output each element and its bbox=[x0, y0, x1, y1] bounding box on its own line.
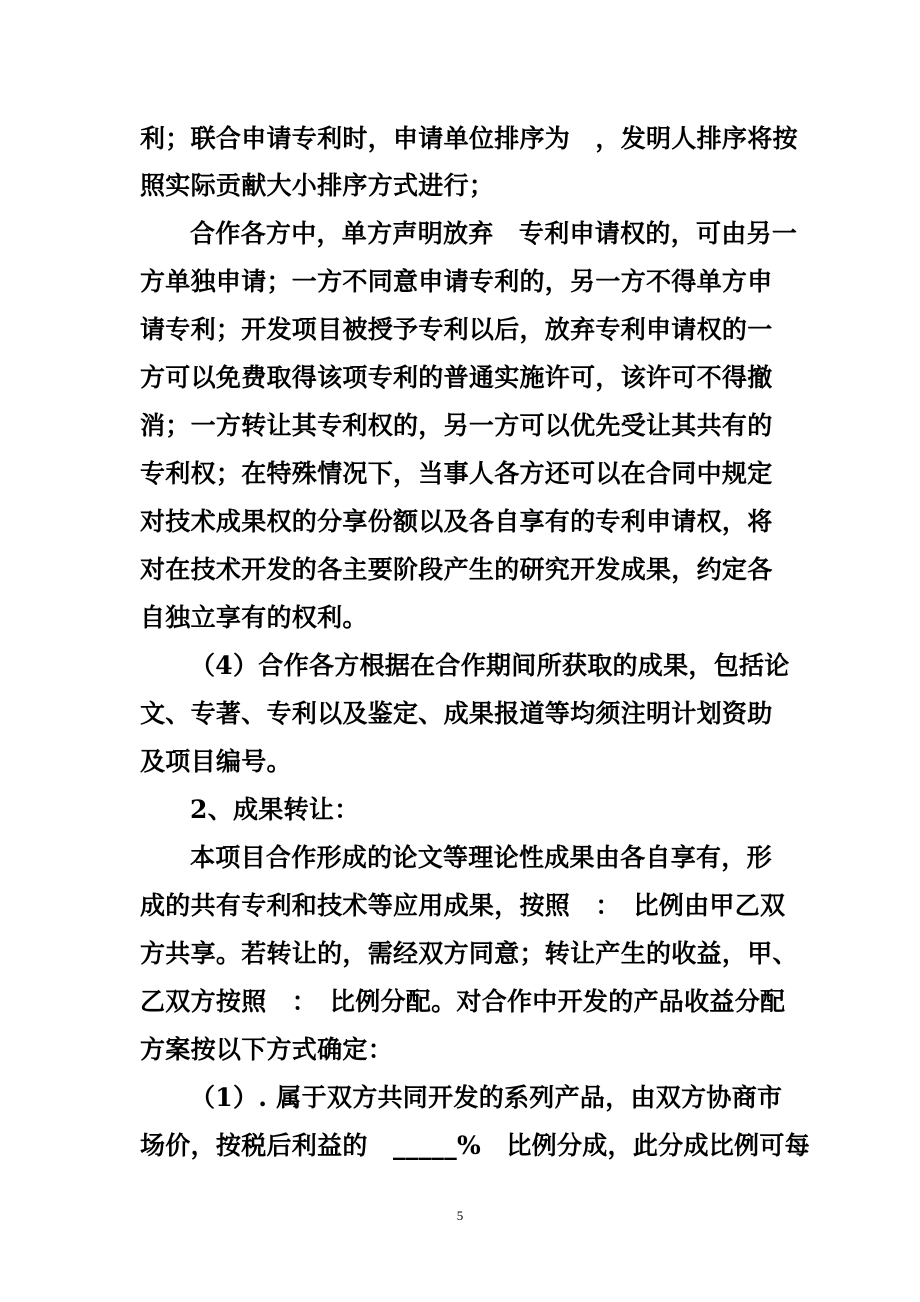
text-line: 方案按以下方式确定： bbox=[140, 1035, 394, 1064]
text-line: 对技术成果权的分享份额以及各自享有的专利申请权，将 bbox=[140, 507, 773, 536]
text-line: （4）合作各方根据在合作期间所获取的成果，包括论 bbox=[190, 651, 790, 680]
text-line: 方可以免费取得该项专利的普通实施许可，该许可不得撤 bbox=[140, 363, 773, 392]
text-line: 场价，按税后利益的 _____% 比例分成，此分成比例可每 bbox=[140, 1131, 810, 1160]
text-line: 乙双方按照 ： 比例分配。对合作中开发的产品收益分配 bbox=[140, 987, 786, 1016]
text-line: 对在技术开发的各主要阶段产生的研究开发成果，约定各 bbox=[140, 555, 773, 584]
section-heading: 2、成果转让： bbox=[190, 795, 360, 824]
text-line: 本项目合作形成的论文等理论性成果由各自享有，形 bbox=[190, 843, 772, 872]
text-line: 自独立享有的权利。 bbox=[140, 603, 368, 632]
text-line: 消；一方转让其专利权的，另一方可以优先受让其共有的 bbox=[140, 411, 773, 440]
text-line: 方共享。若转让的，需经双方同意；转让产生的收益，甲、 bbox=[140, 939, 798, 968]
text-line: 成的共有专利和技术等应用成果，按照 ： 比例由甲乙双 bbox=[140, 891, 786, 920]
text-line: 照实际贡献大小排序方式进行； bbox=[140, 171, 495, 200]
text-line: 专利权；在特殊情况下，当事人各方还可以在合同中规定 bbox=[140, 459, 773, 488]
text-line: 文、专著、专利以及鉴定、成果报道等均须注明计划资助 bbox=[140, 699, 773, 728]
text-line: 利；联合申请专利时，申请单位排序为 ，发明人排序将按 bbox=[140, 124, 798, 153]
text-line: （1）. 属于双方共同开发的系列产品，由双方协商市 bbox=[190, 1083, 783, 1112]
text-line: 请专利；开发项目被授予专利以后，放弃专利申请权的一 bbox=[140, 315, 773, 344]
text-line: 及项目编号。 bbox=[140, 747, 292, 776]
text-line: 合作各方中，单方声明放弃 专利申请权的，可由另一 bbox=[190, 219, 798, 248]
text-line: 方单独申请；一方不同意申请专利的，另一方不得单方申 bbox=[140, 267, 773, 296]
page-number: 5 bbox=[456, 1208, 464, 1223]
